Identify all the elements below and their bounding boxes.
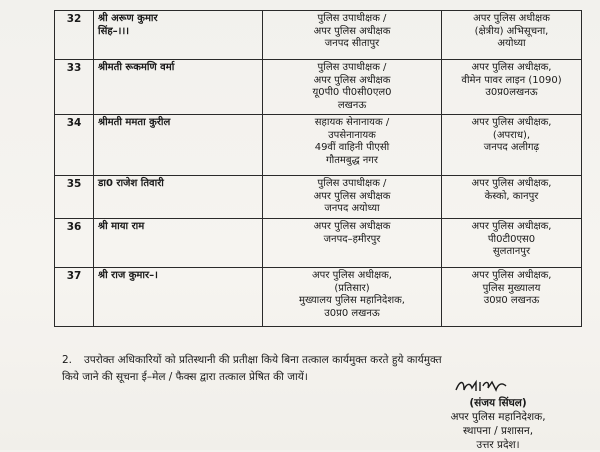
new-posting: अपर पुलिस अधीक्षक, पुलिस मुख्यालय उ0प्र0 लखनऊ [442,268,582,327]
paragraph-number: 2. [62,354,73,366]
handwritten-signature [452,376,512,396]
current-posting: अपर पुलिस अधीक्षक जनपद–हमीरपुर [263,219,442,268]
table-row [55,268,582,327]
table-row [55,11,582,60]
signatory-designation: अपर पुलिस महानिदेशक, [450,411,546,423]
table-row [55,115,582,176]
paragraph-line-2: किये जाने की सूचना ई–मेल / फैक्स द्वारा तत्काल प्रेषित की जायें। [62,371,308,383]
signatory-place: उत्तर प्रदेश। [476,439,520,451]
officer-name: श्रीमती ममता कुरील [94,115,263,176]
officer-name: श्री राज कुमार–। [94,268,263,327]
new-posting: अपर पुलिस अधीक्षक, (अपराध), जनपद अलीगढ़ [442,115,582,176]
table-row [55,176,582,219]
officer-name: श्री माया राम [94,219,263,268]
serial-number: 36 [55,219,94,268]
transfer-table [54,10,582,327]
new-posting: अपर पुलिस अधीक्षक (क्षेत्रीय) अभिसूचना, अयोध्या [442,11,582,60]
current-posting: सहायक सेनानायक / उपसेनानायक 49वीं वाहिनी पीएसी गौतमबुद्ध नगर [263,115,442,176]
serial-number: 37 [55,268,94,327]
serial-number: 35 [55,176,94,219]
signature-block [418,396,578,452]
current-posting: अपर पुलिस अधीक्षक, (प्रतिसार) मुख्यालय पुलिस महानिदेशक, उ0प्र0 लखनऊ [263,268,442,327]
current-posting: पुलिस उपाधीक्षक / अपर पुलिस अधीक्षक जनपद सीतापुर [263,11,442,60]
signatory-name: (संजय सिंघल) [469,397,527,409]
new-posting: अपर पुलिस अधीक्षक, पी0टी0एस0 सुलतानपुर [442,219,582,268]
current-posting: पुलिस उपाधीक्षक / अपर पुलिस अधीक्षक जनपद अयोध्या [263,176,442,219]
signatory-department: स्थापना / प्रशासन, [462,425,534,437]
paragraph-line-1: उपरोक्त अधिकारियों को प्रतिस्थानी की प्रतीक्षा किये बिना तत्काल कार्यमुक्त करते हुये कार्यमुक्त [84,354,442,366]
serial-number: 33 [55,60,94,115]
new-posting: अपर पुलिस अधीक्षक, वीमेन पावर लाइन (1090) उ0प्र0लखनऊ [442,60,582,115]
officer-name: डा0 राजेश तिवारी [94,176,263,219]
officer-name: श्री अरूण कुमार सिंह–।।। [94,11,263,60]
table-row [55,60,582,115]
serial-number: 34 [55,115,94,176]
officer-name: श्रीमती रूकमणि वर्मा [94,60,263,115]
serial-number: 32 [55,11,94,60]
table-row [55,219,582,268]
current-posting: पुलिस उपाधीक्षक / अपर पुलिस अधीक्षक यू0पी0 पी0सी0एल0 लखनऊ [263,60,442,115]
new-posting: अपर पुलिस अधीक्षक, केस्को, कानपुर [442,176,582,219]
